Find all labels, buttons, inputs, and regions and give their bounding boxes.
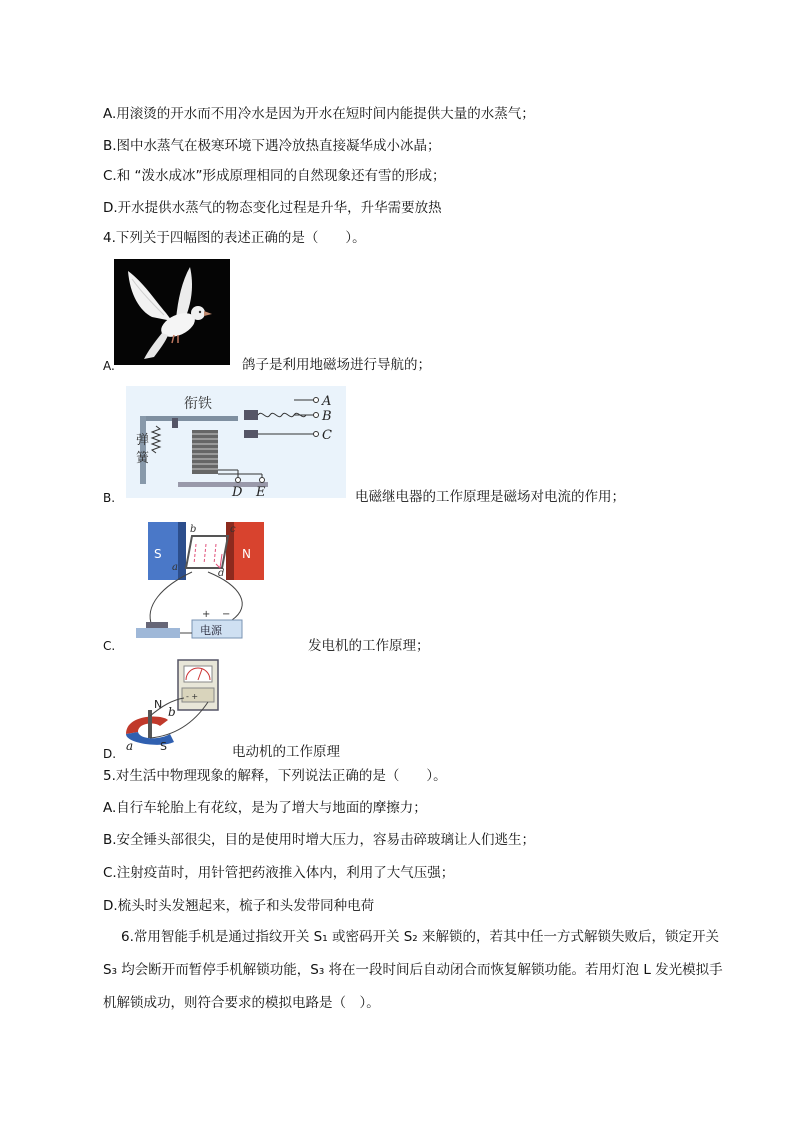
q5-option-a: A.自行车轮胎上有花纹，是为了增大与地面的摩擦力； xyxy=(103,800,427,816)
q4-option-c-text: 发电机的工作原理； xyxy=(308,638,430,654)
q5-stem: 5.对生活中物理现象的解释，下列说法正确的是（ ）。 xyxy=(103,768,447,784)
relay-terminal-a: A xyxy=(322,394,332,409)
power-plus-label: + xyxy=(202,609,211,620)
relay-terminal-c: C xyxy=(322,428,332,443)
magnet-s-label-d: S xyxy=(160,740,167,752)
q4-stem: 4.下列关于四幅图的表述正确的是（ ）。 xyxy=(103,230,366,246)
q3-option-b: B.图中水蒸气在极寒环境下遇冷放热直接凝华成小冰晶； xyxy=(103,138,441,154)
q4-option-a-text: 鸽子是利用地磁场进行导航的； xyxy=(242,357,431,373)
q5-option-c: C.注射疫苗时，用针管把药液推入体内，利用了大气压强； xyxy=(103,865,455,881)
relay-terminal-b: B xyxy=(322,409,332,424)
relay-spring-label-1: 弹 xyxy=(136,433,150,448)
coil-label-b: b xyxy=(190,524,197,535)
relay-diagram xyxy=(126,386,346,498)
q4-option-d-text: 电动机的工作原理 xyxy=(232,744,340,760)
q4-option-b-label: B. xyxy=(103,491,116,505)
q3-option-d: D.开水提供水蒸气的物态变化过程是升华，升华需要放热 xyxy=(103,200,442,216)
magnet-n-label: N xyxy=(242,547,251,561)
meter-terminals: - + xyxy=(186,692,199,701)
relay-spring-label-2: 簧 xyxy=(136,451,150,466)
pigeon-image xyxy=(114,259,230,365)
generator-diagram xyxy=(132,516,280,648)
power-source-label: 电源 xyxy=(200,624,222,637)
coil-label-c: c xyxy=(230,524,236,535)
power-minus-label: − xyxy=(222,609,231,620)
magnet-s-label: S xyxy=(154,547,162,561)
q5-option-b: B.安全锤头部很尖，目的是使用时增大压力，容易击碎玻璃让人们逃生； xyxy=(103,832,536,848)
q6-stem: 6.常用智能手机是通过指纹开关 S₁ 或密码开关 S₂ 来解锁的，若其中任一方式解锁失败后，锁定开关 S₃ 均会断开而暂停手机解锁功能，S₃ 将在一段时间后自动闭合而恢复解锁功能。若用灯泡 L 发光模拟手机解锁成功，则符合要求的模拟电路是（ ）。 xyxy=(103,929,723,1011)
relay-armature-label: 衔铁 xyxy=(184,396,212,412)
q5-option-d: D.梳头时头发翘起来，梳子和头发带同种电荷 xyxy=(103,898,375,914)
q4-option-a-label: A. xyxy=(103,359,115,373)
wire-label-a: a xyxy=(126,739,134,752)
q4-option-c-label: C. xyxy=(103,639,116,653)
coil-label-a: a xyxy=(172,562,178,573)
relay-terminal-e: E xyxy=(256,485,266,498)
magnet-n-label-d: N xyxy=(154,698,163,711)
relay-terminal-d: D xyxy=(232,485,243,498)
q3-option-c: C.和 “泼水成冰”形成原理相同的自然现象还有雪的形成； xyxy=(103,168,446,184)
q4-option-b-text: 电磁继电器的工作原理是磁场对电流的作用； xyxy=(355,489,625,505)
q4-option-d-label: D. xyxy=(103,747,117,761)
motor-diagram xyxy=(122,656,226,752)
coil-label-d: d xyxy=(218,568,225,579)
q3-option-a: A.用滚烫的开水而不用冷水是因为开水在短时间内能提供大量的水蒸气； xyxy=(103,106,535,122)
wire-label-b: b xyxy=(168,705,176,719)
